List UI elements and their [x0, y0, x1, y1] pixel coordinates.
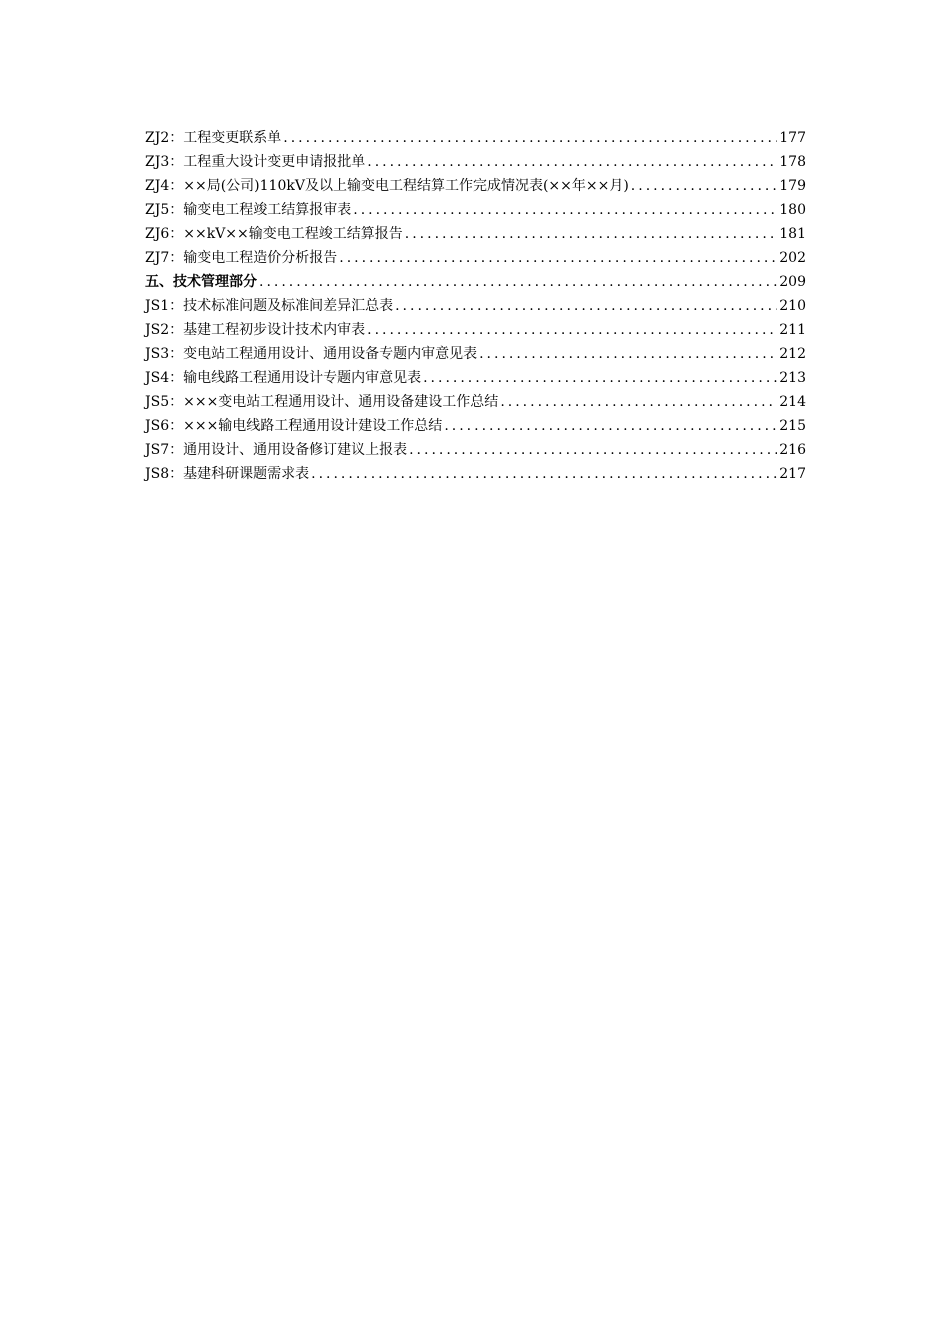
toc-leader-dots [311, 462, 777, 486]
toc-entry-page: 217 [779, 466, 806, 482]
toc-entry-page: 214 [779, 394, 806, 410]
toc-leader-dots [395, 294, 777, 318]
toc-entry-page: 180 [779, 202, 806, 218]
toc-entry-js8[interactable] [145, 462, 806, 486]
toc-entry-title: ZJ3：工程重大设计变更申请报批单 [145, 154, 366, 170]
toc-entry-title: JS3：变电站工程通用设计、通用设备专题内审意见表 [145, 346, 478, 362]
toc-entry-page: 211 [779, 322, 806, 338]
toc-entry-page: 202 [779, 250, 806, 266]
toc-entry-page: 216 [779, 442, 806, 458]
toc-entry-js3[interactable] [145, 342, 806, 366]
toc-section-technical-management[interactable] [145, 270, 806, 294]
toc-entry-zj3[interactable] [145, 150, 806, 174]
toc-entry-title: ZJ5：输变电工程竣工结算报审表 [145, 202, 352, 218]
toc-entry-page: 213 [779, 370, 806, 386]
toc-entry-js6[interactable] [145, 414, 806, 438]
toc-entry-js4[interactable] [145, 366, 806, 390]
toc-entry-title: JS4：输电线路工程通用设计专题内审意见表 [145, 370, 422, 386]
toc-entry-page: 177 [779, 130, 806, 146]
toc-entry-zj2[interactable] [145, 126, 806, 150]
toc-leader-dots [283, 126, 777, 150]
toc-entry-title: JS5：×××变电站工程通用设计、通用设备建设工作总结 [145, 394, 499, 410]
toc-leader-dots [339, 246, 777, 270]
toc-entry-js7[interactable] [145, 438, 806, 462]
toc-leader-dots [405, 222, 778, 246]
toc-entry-title: JS8：基建科研课题需求表 [145, 466, 310, 482]
toc-entry-zj5[interactable] [145, 198, 806, 222]
toc-leader-dots [409, 438, 777, 462]
toc-entry-zj4[interactable] [145, 174, 806, 198]
toc-leader-dots [367, 150, 777, 174]
toc-entry-zj6[interactable] [145, 222, 806, 246]
toc-leader-dots [353, 198, 777, 222]
toc-leader-dots [500, 390, 777, 414]
table-of-contents [145, 126, 806, 486]
toc-entry-page: 212 [779, 346, 806, 362]
toc-entry-page: 181 [779, 226, 806, 242]
toc-leader-dots [479, 342, 777, 366]
toc-entry-title: ZJ4：××局(公司)110kV及以上输变电工程结算工作完成情况表(××年××月) [145, 178, 629, 194]
toc-leader-dots [631, 174, 777, 198]
toc-leader-dots [367, 318, 777, 342]
toc-entry-js2[interactable] [145, 318, 806, 342]
toc-leader-dots [259, 270, 777, 294]
toc-leader-dots [423, 366, 777, 390]
toc-leader-dots [444, 414, 777, 438]
toc-entry-title: JS7：通用设计、通用设备修订建议上报表 [145, 442, 408, 458]
toc-entry-title: JS1：技术标准问题及标准间差异汇总表 [145, 298, 394, 314]
toc-entry-title: ZJ7：输变电工程造价分析报告 [145, 250, 338, 266]
toc-entry-page: 215 [779, 418, 806, 434]
toc-entry-page: 209 [779, 274, 806, 290]
toc-entry-zj7[interactable] [145, 246, 806, 270]
toc-entry-page: 179 [779, 178, 806, 194]
toc-entry-title: JS2：基建工程初步设计技术内审表 [145, 322, 366, 338]
toc-entry-title: JS6：×××输电线路工程通用设计建设工作总结 [145, 418, 443, 434]
toc-entry-page: 210 [779, 298, 806, 314]
toc-entry-title: ZJ2：工程变更联系单 [145, 130, 282, 146]
toc-entry-page: 178 [779, 154, 806, 170]
toc-entry-title: ZJ6：××kV××输变电工程竣工结算报告 [145, 226, 403, 242]
toc-entry-js1[interactable] [145, 294, 806, 318]
toc-section-title: 五、技术管理部分 [145, 274, 257, 290]
toc-entry-js5[interactable] [145, 390, 806, 414]
